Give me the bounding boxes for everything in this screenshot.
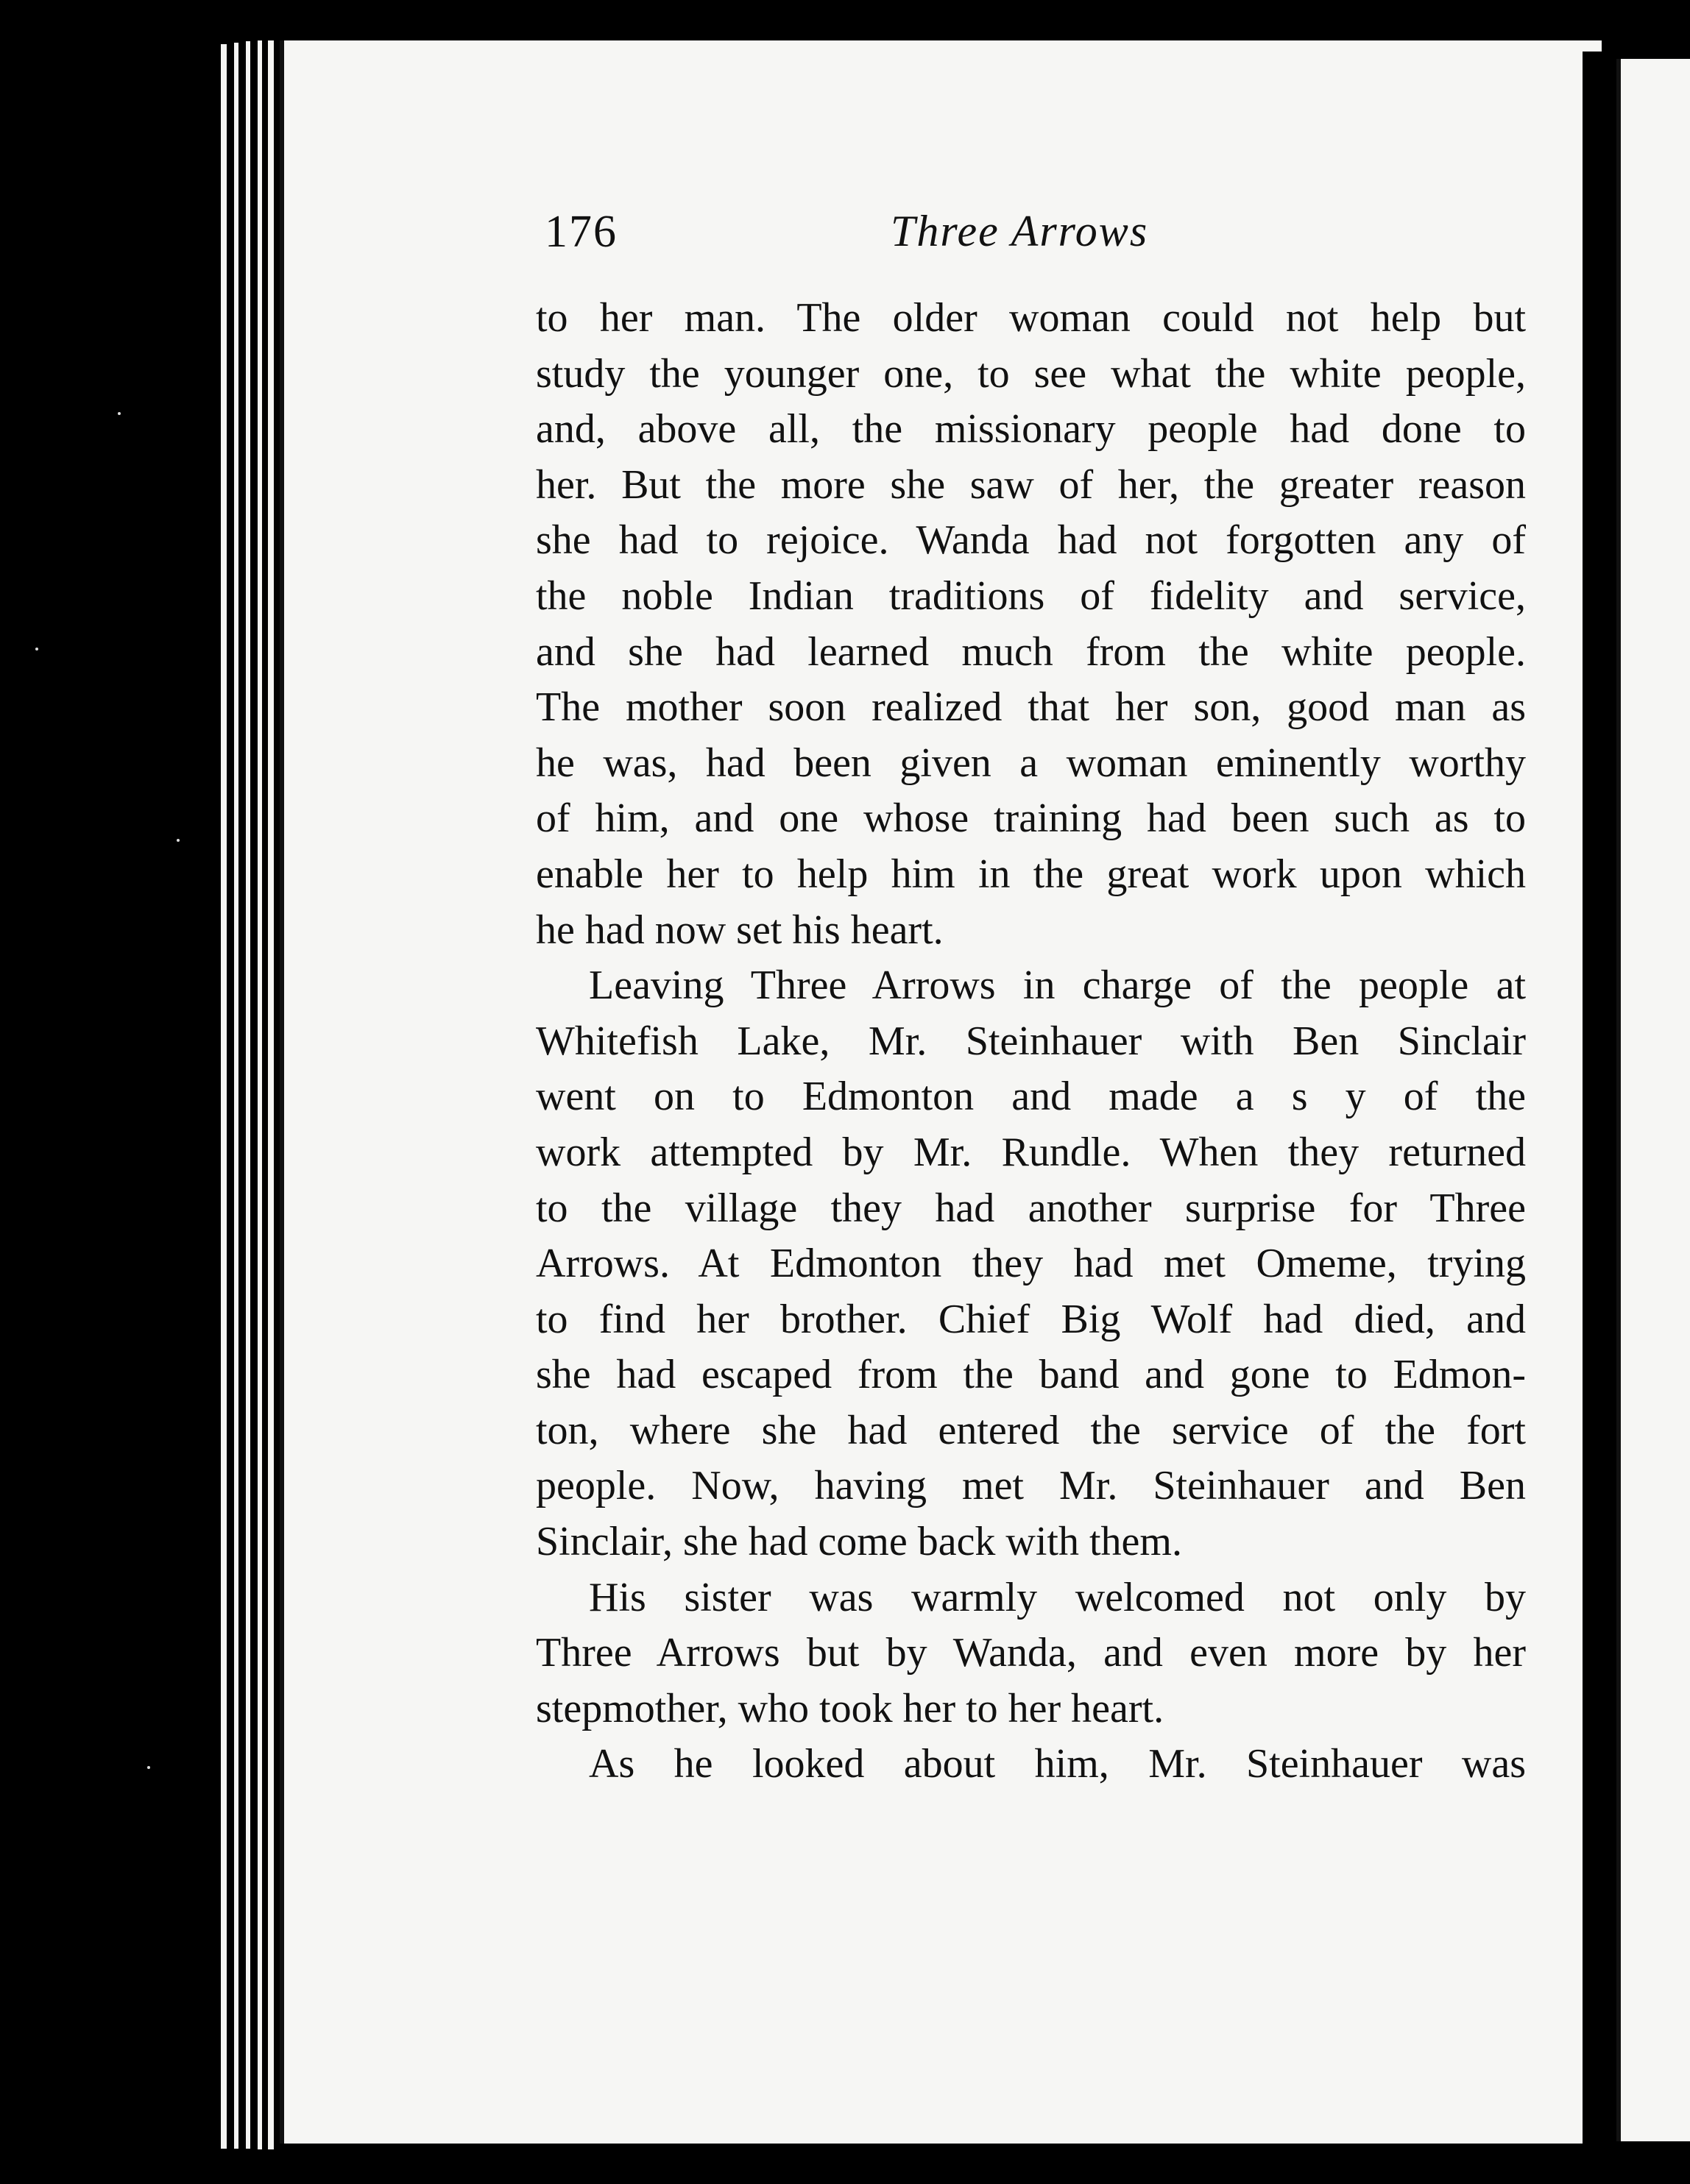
scan-speck bbox=[177, 839, 180, 842]
running-head bbox=[545, 206, 1531, 272]
text-line: Whitefish Lake, Mr. Steinhauer with Ben Sinclair bbox=[536, 1018, 1526, 1064]
text-line: and, above all, the missionary people had done to bbox=[536, 406, 1526, 453]
text-line: she had escaped from the band and gone to Edmon- bbox=[536, 1352, 1526, 1398]
page-edge bbox=[268, 40, 274, 2149]
text-line: she had to rejoice. Wanda had not forgotten any of bbox=[536, 517, 1526, 564]
text-line: to the village they had another surprise for Three bbox=[536, 1185, 1526, 1231]
scan-speck bbox=[35, 648, 38, 650]
page-edge bbox=[246, 41, 250, 2149]
text-line: The mother soon realized that her son, good man as bbox=[536, 684, 1526, 731]
text-line: people. Now, having met Mr. Steinhauer and Ben bbox=[536, 1463, 1526, 1509]
text-line: work attempted by Mr. Rundle. When they returned bbox=[536, 1129, 1526, 1175]
text-line: ton, where she had entered the service of the fort bbox=[536, 1407, 1526, 1453]
page-edge bbox=[221, 44, 227, 2149]
scan-speck bbox=[118, 412, 121, 415]
text-line: of him, and one whose training had been such as to bbox=[536, 795, 1526, 842]
text-line: His sister was warmly welcomed not only by bbox=[589, 1574, 1526, 1620]
text-line: went on to Edmonton and made a s y of the bbox=[536, 1074, 1526, 1120]
page-number: 176 bbox=[545, 207, 618, 257]
text-line: he was, had been given a woman eminently worthy bbox=[536, 740, 1526, 786]
page-edge bbox=[258, 40, 262, 2149]
text-line: her. But the more she saw of her, the greater reason bbox=[536, 461, 1526, 508]
text-line: Sinclair, she had come back with them. bbox=[536, 1519, 1182, 1565]
text-line: enable her to help him in the great work upon which bbox=[536, 851, 1526, 897]
text-line: Three Arrows but by Wanda, and even more by her bbox=[536, 1630, 1526, 1676]
text-line: study the younger one, to see what the white people, bbox=[536, 350, 1526, 397]
body-text bbox=[536, 291, 1526, 1793]
text-line: stepmother, who took her to her heart. bbox=[536, 1685, 1164, 1731]
text-line: As he looked about him, Mr. Steinhauer was bbox=[589, 1741, 1526, 1787]
text-line: Leaving Three Arrows in charge of the people at bbox=[589, 962, 1526, 1009]
text-line: to find her brother. Chief Big Wolf had died, and bbox=[536, 1296, 1526, 1342]
page-edge bbox=[234, 43, 238, 2149]
running-title: Three Arrows bbox=[891, 207, 1149, 255]
text-line: to her man. The older woman could not help but bbox=[536, 295, 1526, 341]
text-line: and she had learned much from the white people. bbox=[536, 628, 1526, 675]
facing-page-edge bbox=[1616, 59, 1690, 2141]
text-line: the noble Indian traditions of fidelity and service, bbox=[536, 572, 1526, 619]
text-line: he had now set his heart. bbox=[536, 907, 944, 953]
gutter-shadow bbox=[1583, 52, 1616, 2149]
text-line: Arrows. At Edmonton they had met Omeme, trying bbox=[536, 1241, 1526, 1287]
scan-speck bbox=[147, 1766, 150, 1769]
